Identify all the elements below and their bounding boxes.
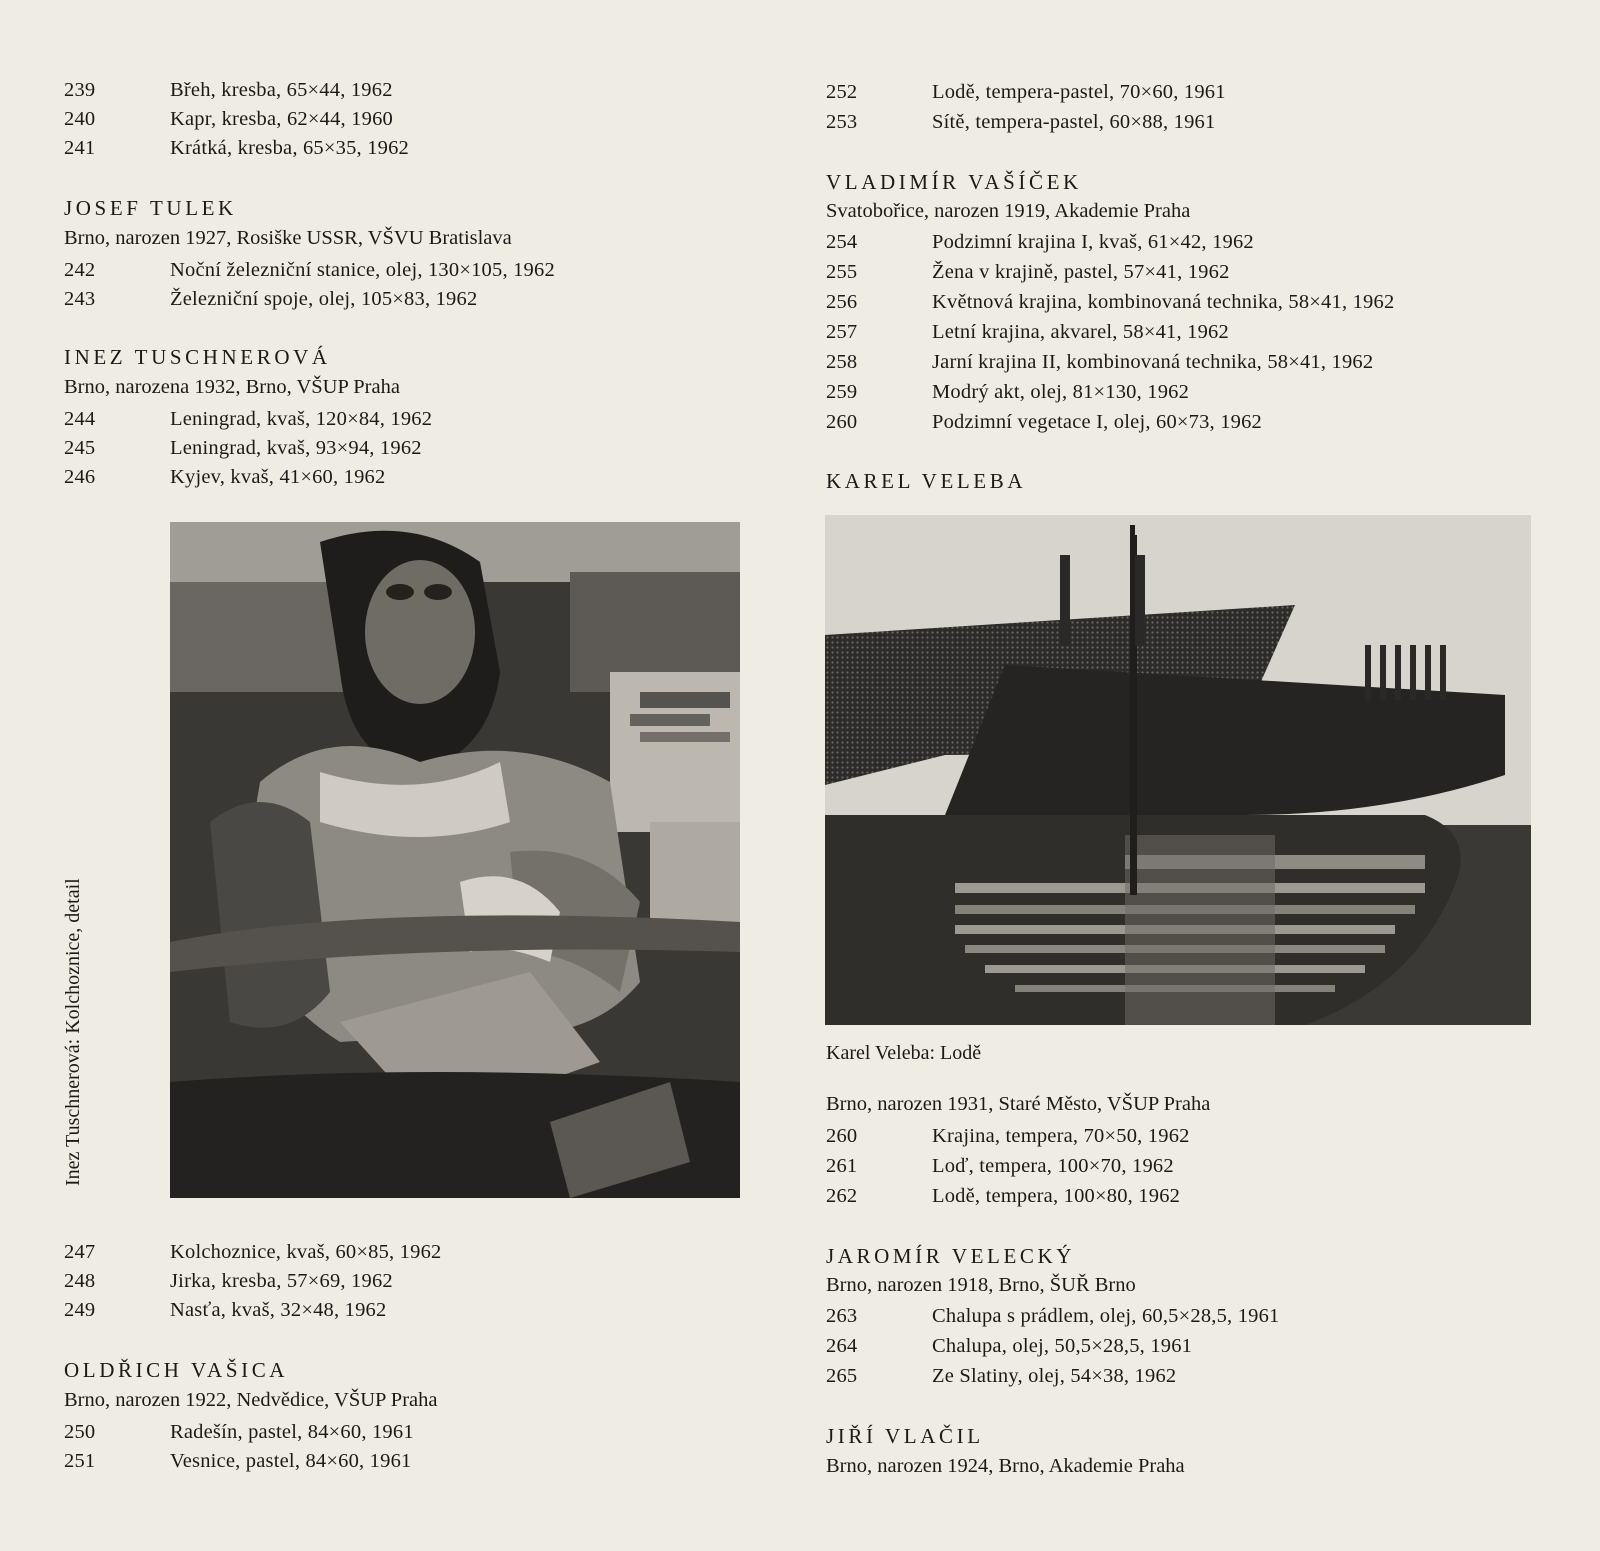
entry-number: 254 [826,231,858,253]
entry-number: 242 [64,259,96,281]
entry-title: Letní krajina, akvarel, 58×41, 1962 [932,321,1229,343]
entry-title: Ze Slatiny, olej, 54×38, 1962 [932,1365,1177,1387]
entry-number: 252 [826,81,858,103]
artist-meta: Svatobořice, narozen 1919, Akademie Praha [826,200,1191,222]
entry-title: Chalupa, olej, 50,5×28,5, 1961 [932,1335,1193,1357]
entry-number: 251 [64,1450,96,1472]
entry-title: Chalupa s prádlem, olej, 60,5×28,5, 1961 [932,1305,1280,1327]
entry-title: Lodě, tempera-pastel, 70×60, 1961 [932,81,1226,103]
painting-lode-art [825,515,1531,1025]
entry-number: 260 [826,1125,858,1147]
entry-number: 241 [64,137,96,159]
entry-title: Břeh, kresba, 65×44, 1962 [170,79,393,101]
entry-title: Loď, tempera, 100×70, 1962 [932,1155,1174,1177]
entry-number: 240 [64,108,96,130]
entry-title: Žena v krajině, pastel, 57×41, 1962 [932,261,1230,283]
entry-number: 257 [826,321,858,343]
entry-number: 250 [64,1421,96,1443]
entry-title: Kapr, kresba, 62×44, 1960 [170,108,393,130]
artist-meta: Brno, narozen 1931, Staré Město, VŠUP Praha [826,1093,1211,1115]
artist-name: JAROMÍR VELECKÝ [826,1244,1076,1268]
entry-title: Lodě, tempera, 100×80, 1962 [932,1185,1181,1207]
entry-number: 264 [826,1335,858,1357]
artist-meta: Brno, narozen 1924, Brno, Akademie Praha [826,1455,1185,1477]
entry-title: Podzimní krajina I, kvaš, 61×42, 1962 [932,231,1254,253]
entry-title: Podzimní vegetace I, olej, 60×73, 1962 [932,411,1263,433]
entry-title: Vesnice, pastel, 84×60, 1961 [170,1450,412,1472]
entry-title: Sítě, tempera-pastel, 60×88, 1961 [932,111,1216,133]
painting-kolchoznice [170,522,740,1198]
entry-number: 247 [64,1241,96,1263]
artist-meta: Brno, narozen 1918, Brno, ŠUŘ Brno [826,1274,1136,1296]
entry-number: 265 [826,1365,858,1387]
entry-title: Radešín, pastel, 84×60, 1961 [170,1421,414,1443]
entry-number: 263 [826,1305,858,1327]
image-caption-vertical: Inez Tuschnerová: Kolchoznice, detail [62,878,84,1186]
entry-title: Leningrad, kvaš, 93×94, 1962 [170,437,422,459]
artist-name: KAREL VELEBA [826,469,1027,493]
entry-number: 261 [826,1155,858,1177]
artist-name: VLADIMÍR VAŠÍČEK [826,170,1082,194]
entry-title: Leningrad, kvaš, 120×84, 1962 [170,408,433,430]
entry-title: Krátká, kresba, 65×35, 1962 [170,137,409,159]
entry-number: 239 [64,79,96,101]
entry-title: Kyjev, kvaš, 41×60, 1962 [170,466,386,488]
entry-title: Železniční spoje, olej, 105×83, 1962 [170,288,478,310]
image-caption: Karel Veleba: Lodě [826,1042,982,1064]
painting-lode [825,515,1531,1025]
entry-number: 249 [64,1299,96,1321]
entry-title: Noční železniční stanice, olej, 130×105, 1962 [170,259,555,281]
entry-number: 255 [826,261,858,283]
artist-meta: Brno, narozen 1927, Rosiške USSR, VŠVU Bratislava [64,227,512,249]
entry-number: 244 [64,408,96,430]
entry-title: Kolchoznice, kvaš, 60×85, 1962 [170,1241,442,1263]
entry-number: 253 [826,111,858,133]
artist-name: JIŘÍ VLAČIL [826,1424,984,1448]
artist-name: JOSEF TULEK [64,196,237,220]
entry-number: 243 [64,288,96,310]
entry-number: 248 [64,1270,96,1292]
artist-name: OLDŘICH VAŠICA [64,1358,289,1382]
entry-title: Nasťa, kvaš, 32×48, 1962 [170,1299,387,1321]
entry-title: Květnová krajina, kombinovaná technika, 58×41, 1962 [932,291,1395,313]
entry-number: 258 [826,351,858,373]
artist-meta: Brno, narozena 1932, Brno, VŠUP Praha [64,376,400,398]
entry-number: 246 [64,466,96,488]
artist-meta: Brno, narozen 1922, Nedvědice, VŠUP Praha [64,1389,438,1411]
entry-number: 260 [826,411,858,433]
entry-number: 259 [826,381,858,403]
painting-kolchoznice-art [170,522,740,1198]
entry-title: Modrý akt, olej, 81×130, 1962 [932,381,1190,403]
entry-title: Jirka, kresba, 57×69, 1962 [170,1270,393,1292]
entry-number: 256 [826,291,858,313]
entry-title: Krajina, tempera, 70×50, 1962 [932,1125,1190,1147]
artist-name: INEZ TUSCHNEROVÁ [64,345,331,369]
entry-title: Jarní krajina II, kombinovaná technika, 58×41, 1962 [932,351,1374,373]
entry-number: 245 [64,437,96,459]
entry-number: 262 [826,1185,858,1207]
